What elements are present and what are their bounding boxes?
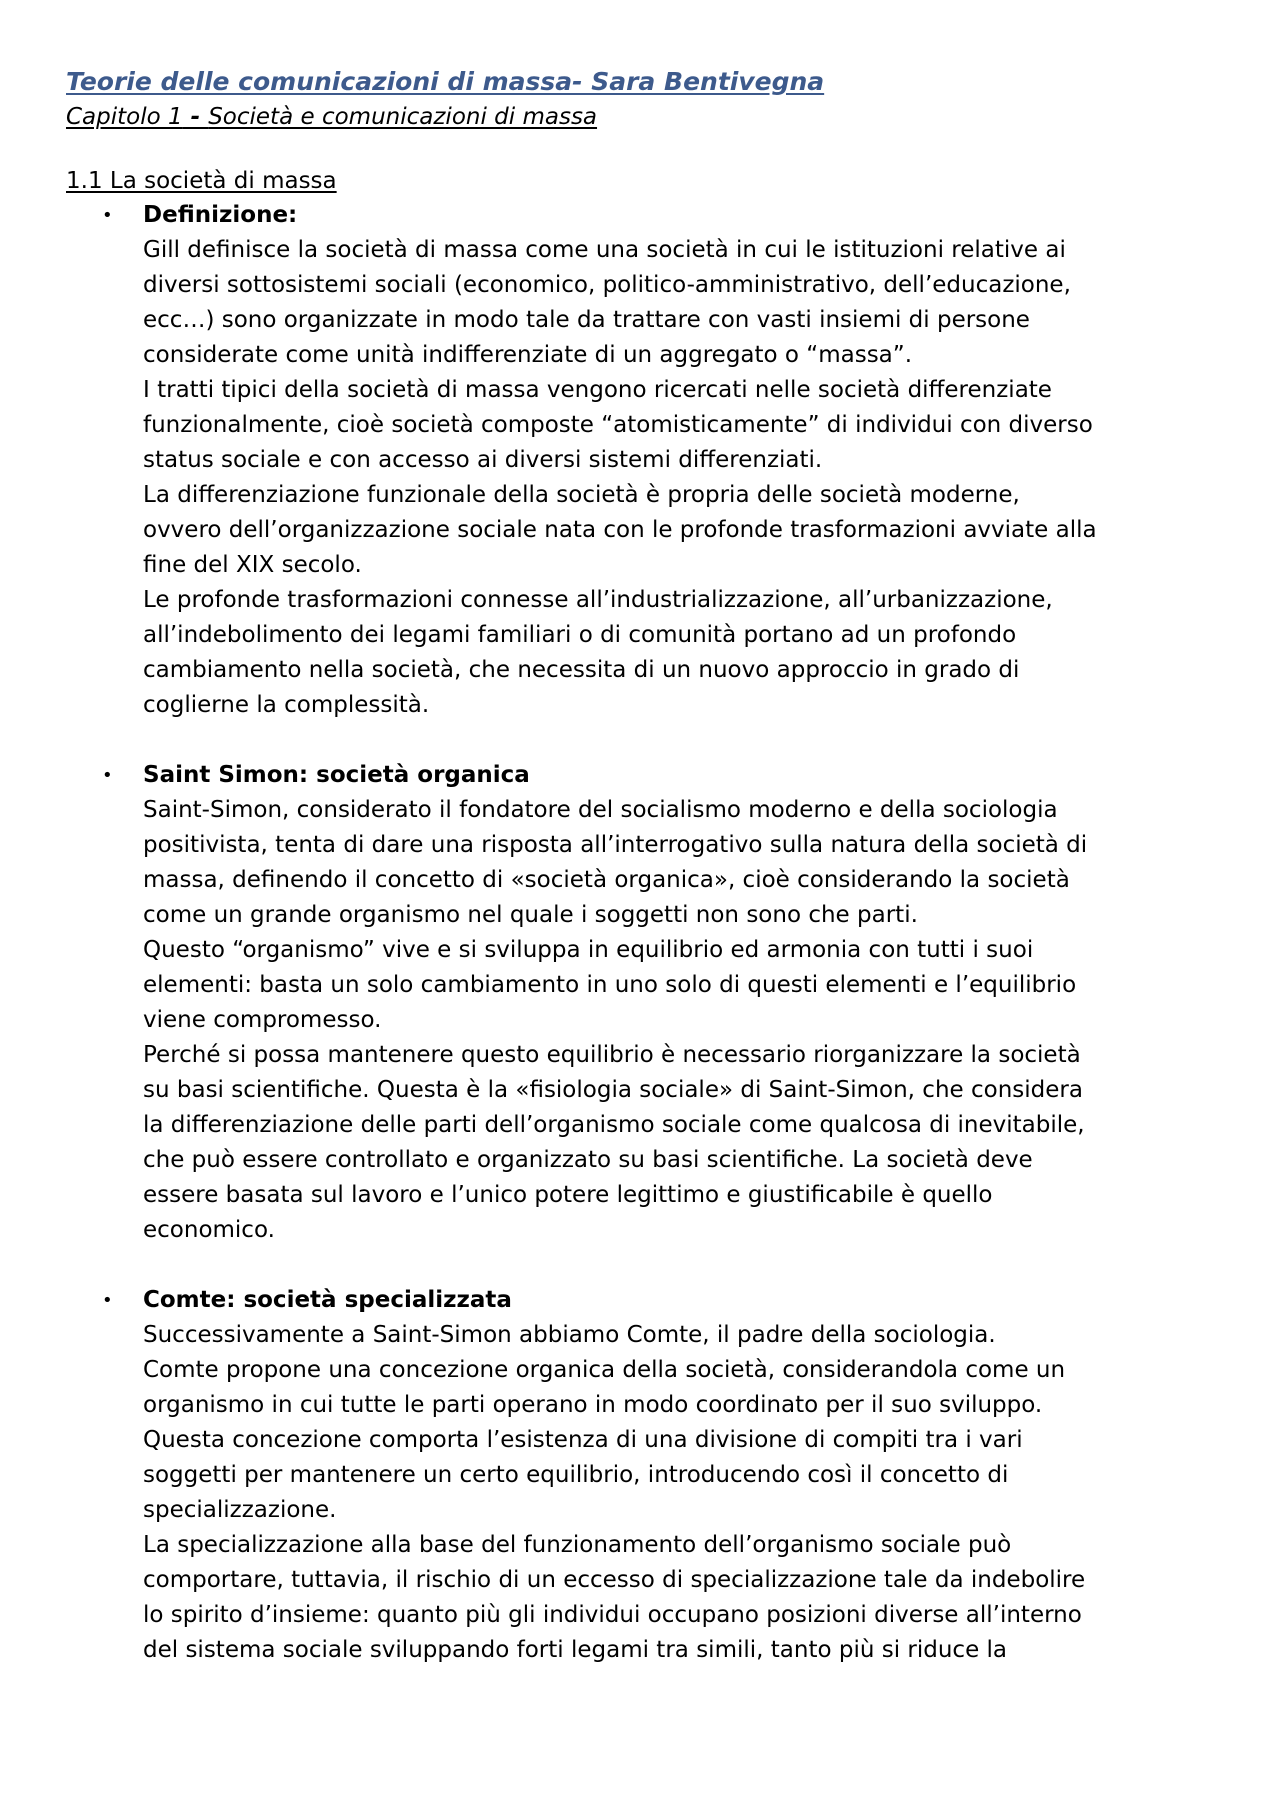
- text-line: viene compromesso.: [143, 1007, 382, 1033]
- paragraph: [143, 1318, 1226, 1353]
- bullet-item-comte: [66, 1283, 1226, 1668]
- paragraph: [143, 478, 1226, 583]
- text-line: La specializzazione alla base del funzionamento dell’organismo sociale può: [143, 1532, 1012, 1558]
- text-line: positivista, tenta di dare una risposta all’interrogativo sulla natura della società di: [143, 832, 1088, 858]
- text-line: comportare, tuttavia, il rischio di un eccesso di specializzazione tale da indebolire: [143, 1567, 1086, 1593]
- text-line: ecc…) sono organizzate in modo tale da trattare con vasti insiemi di persone: [143, 307, 1030, 333]
- document-title: Teorie delle comunicazioni di massa- Sara Bentivegna: [66, 67, 825, 96]
- text-line: del sistema sociale sviluppando forti legami tra simili, tanto più si riduce la: [143, 1637, 1008, 1663]
- text-line: coglierne la complessità.: [143, 692, 430, 718]
- text-line: Questa concezione comporta l’esistenza di una divisione di compiti tra i vari: [143, 1427, 1023, 1453]
- text-line: La differenziazione funzionale della società è propria delle società moderne,: [143, 482, 1020, 508]
- document-page: [66, 64, 1226, 1668]
- text-line: essere basata sul lavoro e l’unico potere legittimo e giustificabile è quello: [143, 1182, 993, 1208]
- text-line: diversi sottosistemi sociali (economico, politico-amministrativo, dell’educazione,: [143, 272, 1071, 298]
- text-line: specializzazione.: [143, 1497, 337, 1523]
- text-line: cambiamento nella società, che necessita di un nuovo approccio in grado di: [143, 657, 1020, 683]
- bullet-item-saint-simon: [66, 758, 1226, 1248]
- paragraph: [143, 793, 1226, 933]
- text-line: Questo “organismo” vive e si sviluppa in equilibrio ed armonia con tutti i suoi: [143, 937, 1034, 963]
- text-line: Le profonde trasformazioni connesse all’industrializzazione, all’urbanizzazione,: [143, 587, 1053, 613]
- text-line: all’indebolimento dei legami familiari o di comunità portano ad un profondo: [143, 622, 1017, 648]
- text-line: come un grande organismo nel quale i soggetti non sono che parti.: [143, 902, 918, 928]
- text-line: Comte propone una concezione organica della società, considerandola come un: [143, 1357, 1066, 1383]
- paragraph: [143, 1038, 1226, 1248]
- text-line: che può essere controllato e organizzato su basi scientifiche. La società deve: [143, 1147, 1033, 1173]
- text-line: Perché si possa mantenere questo equilibrio è necessario riorganizzare la società: [143, 1042, 1081, 1068]
- text-line: funzionalmente, cioè società composte “atomisticamente” di individui con diverso: [143, 412, 1093, 438]
- paragraph: [143, 1528, 1226, 1668]
- section-heading-text: 1.1 La società di massa: [66, 168, 337, 194]
- text-line: organismo in cui tutte le parti operano in modo coordinato per il suo sviluppo.: [143, 1392, 1043, 1418]
- paragraph: [143, 1353, 1226, 1423]
- paragraph: [143, 373, 1226, 478]
- text-line: ovvero dell’organizzazione sociale nata con le profonde trasformazioni avviate alla: [143, 517, 1097, 543]
- text-line: soggetti per mantenere un certo equilibrio, introducendo così il concetto di: [143, 1462, 1009, 1488]
- bullet-heading: Comte: società specializzata: [143, 1287, 512, 1313]
- text-line: su basi scientifiche. Questa è la «fisiologia sociale» di Saint-Simon, che considera: [143, 1077, 1083, 1103]
- bullet-item-definizione: [66, 198, 1226, 723]
- section-heading: [66, 164, 1226, 198]
- paragraph: [143, 933, 1226, 1038]
- chapter-heading: [66, 100, 1226, 134]
- text-line: la differenziazione delle parti dell’organismo sociale come qualcosa di inevitabile,: [143, 1112, 1085, 1138]
- document-title-row: [66, 64, 1226, 100]
- text-line: fine del XIX secolo.: [143, 552, 362, 578]
- bullet-icon: •: [102, 205, 113, 226]
- chapter-prefix: Capitolo 1: [66, 104, 183, 130]
- text-line: Gill definisce la società di massa come una società in cui le istituzioni relative ai: [143, 237, 1066, 263]
- paragraph: [143, 583, 1226, 723]
- bullet-icon: •: [102, 1290, 113, 1311]
- paragraph: [143, 1423, 1226, 1528]
- chapter-name: Società e comunicazioni di massa: [208, 104, 598, 130]
- paragraph: [143, 233, 1226, 373]
- text-line: Successivamente a Saint-Simon abbiamo Comte, il padre della sociologia.: [143, 1322, 996, 1348]
- bullet-heading: Saint Simon: società organica: [143, 762, 530, 788]
- bullet-icon: •: [102, 765, 113, 786]
- bullet-heading: Definizione:: [143, 202, 298, 228]
- text-line: elementi: basta un solo cambiamento in uno solo di questi elementi e l’equilibrio: [143, 972, 1077, 998]
- text-line: lo spirito d’insieme: quanto più gli individui occupano posizioni diverse all’interno: [143, 1602, 1082, 1628]
- text-line: status sociale e con accesso ai diversi sistemi differenziati.: [143, 447, 823, 473]
- chapter-separator: -: [182, 104, 209, 130]
- text-line: considerate come unità indifferenziate di un aggregato o “massa”.: [143, 342, 913, 368]
- text-line: Saint-Simon, considerato il fondatore del socialismo moderno e della sociologia: [143, 797, 1058, 823]
- text-line: massa, definendo il concetto di «società organica», cioè considerando la società: [143, 867, 1070, 893]
- text-line: I tratti tipici della società di massa vengono ricercati nelle società differenziate: [143, 377, 1052, 403]
- text-line: economico.: [143, 1217, 275, 1243]
